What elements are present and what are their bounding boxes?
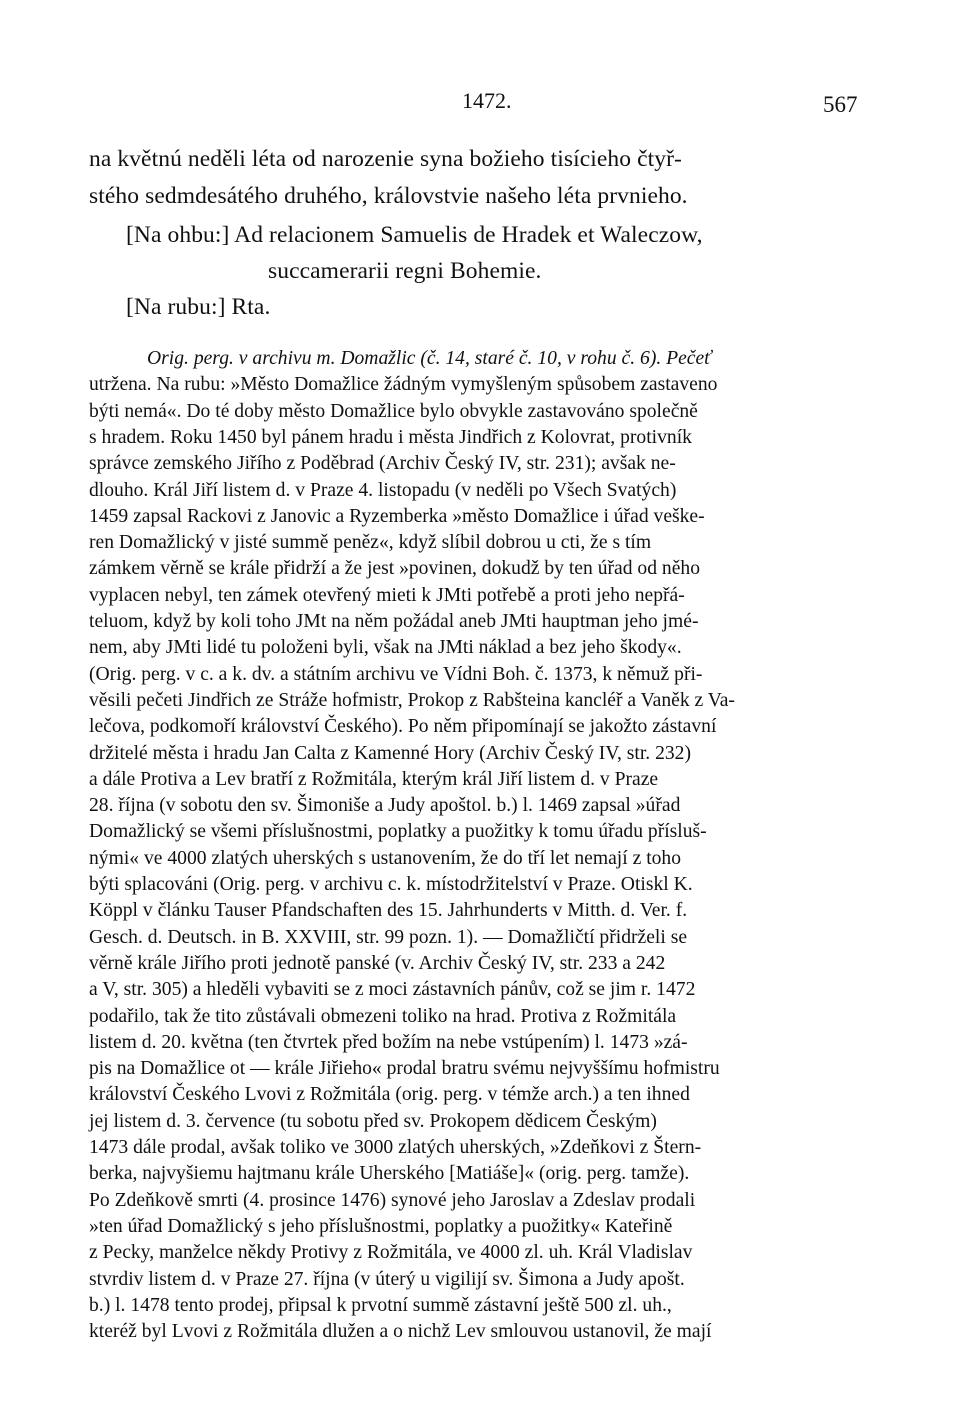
page-number: 567 xyxy=(823,92,858,117)
note-line: vyplacen nebyl, ten zámek otevřený mieti k JMti potřebě a proti jeho nepřá- xyxy=(89,585,685,606)
note-line: věsili pečeti Jindřich ze Stráže hofmistr, Prokop z Rabšteina kancléř a Vaněk z Va- xyxy=(89,690,735,711)
note-line: jej listem d. 3. července (tu sobotu před sv. Prokopem dědicem Českým) xyxy=(89,1111,657,1132)
note-line: teluom, když by koli toho JMt na něm požádal aneb JMti hauptman jeho jmé- xyxy=(89,611,699,632)
note-line: nem, aby JMti lidé tu položeni byli, však na JMti náklad a bez jeho škody«. xyxy=(89,637,682,658)
note-line: věrně krále Jiřího proti jednotě panské (v. Archiv Český IV, str. 233 a 242 xyxy=(89,953,666,974)
note-line: podařilo, tak že tito zůstávali obmezeni toliko na hrad. Protiva z Rožmitála xyxy=(89,1006,677,1027)
running-header-year: 1472. xyxy=(462,88,512,113)
note-line: Köppl v článku Tauser Pfandschaften des 15. Jahrhunderts v Mitth. d. Ver. f. xyxy=(89,900,688,921)
note-line: dlouho. Král Jiří listem d. v Praze 4. listopadu (v neděli po Všech Svatých) xyxy=(89,480,677,501)
note-line: Domažlický se všemi příslušnostmi, poplatky a puožitky k tomu úřadu přísluš- xyxy=(89,821,707,842)
note-line: 28. října (v sobotu den sv. Šimoniše a Judy apoštol. b.) l. 1469 zapsal »úřad xyxy=(89,795,681,816)
text-line-rubu: [Na rubu:] Rta. xyxy=(126,294,271,320)
note-line: kteréž byl Lvovi z Rožmitála dlužen a o nichž Lev smlouvou ustanovil, že mají xyxy=(89,1321,712,1342)
note-line: stvrdiv listem d. v Praze 27. října (v úterý u vigilijí sv. Šimona a Judy apošt. xyxy=(89,1269,685,1290)
note-line: a V, str. 305) a hleděli vybaviti se z moci zástavních pánův, což se jim r. 1472 xyxy=(89,979,696,1000)
note-line: býti nemá«. Do té doby město Domažlice bylo obvykle zastavováno společně xyxy=(89,401,698,422)
text-line-ohbu: [Na ohbu:] Ad relacionem Samuelis de Hradek et Waleczow, xyxy=(126,222,703,248)
note-line: z Pecky, manželce někdy Protivy z Rožmitála, ve 4000 zl. uh. Král Vladislav xyxy=(89,1242,693,1263)
note-line: ren Domažlický v jisté summě peněz«, když slíbil dobrou u cti, že s tím xyxy=(89,532,652,553)
note-line: »ten úřad Domažlický s jeho příslušnostmi, poplatky a puožitky« Kateřině xyxy=(89,1216,673,1237)
note-line: b.) l. 1478 tento prodej, připsal k prvotní summě zástavní ještě 500 zl. uh., xyxy=(89,1295,672,1316)
note-line: pis na Domažlice ot — krále Jiřieho« prodal bratru svému nejvyššímu hofmistru xyxy=(89,1058,720,1079)
note-line: (Orig. perg. v c. a k. dv. a státním archivu ve Vídni Boh. č. 1373, k němuž při- xyxy=(89,664,703,685)
note-line: listem d. 20. května (ten čtvrtek před božím na nebe vstúpením) l. 1473 »zá- xyxy=(89,1032,688,1053)
note-line: království Českého Lvovi z Rožmitála (orig. perg. v témže arch.) a ten ihned xyxy=(89,1084,690,1105)
text-line: na květnú neděli léta od narozenie syna božieho tisícieho čtyř- xyxy=(89,146,682,172)
note-line: správce zemského Jiřího z Poděbrad (Archiv Český IV, str. 231); avšak ne- xyxy=(89,453,676,474)
note-line: býti splacováni (Orig. perg. v archivu c. k. místodržitelství v Praze. Otiskl K. xyxy=(89,874,693,895)
note-line: 1473 dále prodal, avšak toliko ve 3000 zlatých uherských, »Zdeňkovi z Štern- xyxy=(89,1137,702,1158)
note-line: berka, najvyšiemu hajtmanu krále Uherského [Matiáše]« (orig. perg. tamže). xyxy=(89,1163,690,1184)
note-line: s hradem. Roku 1450 byl pánem hradu i města Jindřich z Kolovrat, protivník xyxy=(89,427,692,448)
note-line: a dále Protiva a Lev bratří z Rožmitála, kterým král Jiří listem d. v Praze xyxy=(89,769,659,790)
note-line: Gesch. d. Deutsch. in B. XXVIII, str. 99 pozn. 1). — Domažličtí přidrželi se xyxy=(89,927,688,948)
note-line: držitelé města i hradu Jan Calta z Kamenné Hory (Archiv Český IV, str. 232) xyxy=(89,743,691,764)
text-line-ohbu-cont: succamerarii regni Bohemie. xyxy=(268,258,542,284)
note-line: Orig. perg. v archivu m. Domažlic (č. 14, staré č. 10, v rohu č. 6). Pečeť xyxy=(147,348,712,369)
note-line: zámkem věrně se krále přidrží a že jest »povinen, dokudž by ten úřad od něho xyxy=(89,558,700,579)
note-line: nými« ve 4000 zlatých uherských s ustanovením, že do tří let nemají z toho xyxy=(89,848,682,869)
note-line: Po Zdeňkově smrti (4. prosince 1476) synové jeho Jaroslav a Zdeslav prodali xyxy=(89,1190,696,1211)
text-line: stého sedmdesátého druhého, královstvie našeho léta prvnieho. xyxy=(89,183,688,209)
note-line: lečova, podkomoří království Českého). Po něm připomínají se jakožto zástavní xyxy=(89,716,717,737)
note-line: 1459 zapsal Rackovi z Janovic a Ryzemberka »město Domažlice i úřad veške- xyxy=(89,506,705,527)
note-line: utržena. Na rubu: »Město Domažlice žádným vymyšleným spůsobem zastaveno xyxy=(89,374,718,395)
